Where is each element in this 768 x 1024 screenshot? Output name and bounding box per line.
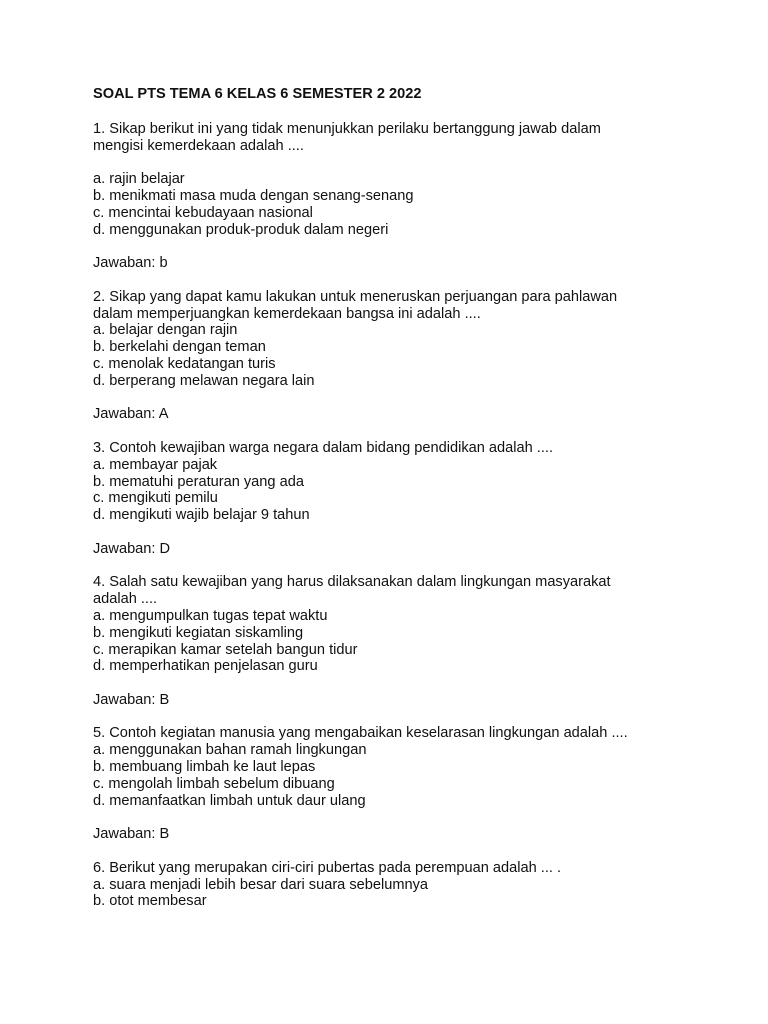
option-d: d. mengikuti wajib belajar 9 tahun [93,507,310,524]
question-5 [93,725,708,809]
option-c: c. merapikan kamar setelah bangun tidur [93,641,358,658]
option-a: a. menggunakan bahan ramah lingkungan [93,742,367,759]
answer-1 [93,255,708,272]
question-stem: adalah .... [93,591,158,608]
question-2 [93,289,708,390]
option-a: a. belajar dengan rajin [93,322,238,339]
option-d: d. berperang melawan negara lain [93,372,315,389]
question-stem: 6. Berikut yang merupakan ciri-ciri pubertas pada perempuan adalah ... . [93,859,562,876]
question-1 [93,121,708,239]
option-d: d. memanfaatkan limbah untuk daur ulang [93,792,366,809]
answer-text: Jawaban: B [93,691,170,708]
question-stem: 4. Salah satu kewajiban yang harus dilaksanakan dalam lingkungan masyarakat [93,574,611,591]
question-stem: mengisi kemerdekaan adalah .... [93,137,304,154]
option-b: b. membuang limbah ke laut lepas [93,759,316,776]
option-c: c. menolak kedatangan turis [93,355,276,372]
answer-text: Jawaban: A [93,406,169,423]
option-c: c. mengikuti pemilu [93,490,218,507]
option-d: d. menggunakan produk-produk dalam negeri [93,221,389,238]
question-stem: dalam memperjuangkan kemerdekaan bangsa ini adalah .... [93,305,481,322]
option-b: b. menikmati masa muda dengan senang-senang [93,187,414,204]
option-a: a. rajin belajar [93,171,185,188]
option-a: a. mengumpulkan tugas tepat waktu [93,607,328,624]
option-a: a. membayar pajak [93,456,218,473]
option-a: a. suara menjadi lebih besar dari suara sebelumnya [93,876,429,893]
question-6 [93,860,708,910]
option-b: b. mematuhi peraturan yang ada [93,473,304,490]
option-b: b. mengikuti kegiatan siskamling [93,624,304,641]
option-c: c. mengolah limbah sebelum dibuang [93,775,335,792]
answer-5 [93,826,708,843]
option-c: c. mencintai kebudayaan nasional [93,204,313,221]
answer-2 [93,406,708,423]
option-b: b. otot membesar [93,893,207,910]
answer-text: Jawaban: b [93,255,168,272]
answer-text: Jawaban: B [93,826,170,843]
question-3 [93,440,708,524]
answer-text: Jawaban: D [93,540,171,557]
question-4 [93,574,708,675]
option-d: d. memperhatikan penjelasan guru [93,658,318,675]
question-stem: 3. Contoh kewajiban warga negara dalam bidang pendidikan adalah .... [93,439,554,456]
question-stem: 2. Sikap yang dapat kamu lakukan untuk meneruskan perjuangan para pahlawan [93,288,618,305]
answer-3 [93,541,708,558]
option-b: b. berkelahi dengan teman [93,339,266,356]
document-title: SOAL PTS TEMA 6 KELAS 6 SEMESTER 2 2022 [93,86,422,102]
question-stem: 5. Contoh kegiatan manusia yang mengabaikan keselarasan lingkungan adalah .... [93,725,628,742]
question-stem: 1. Sikap berikut ini yang tidak menunjukkan perilaku bertanggung jawab dalam [93,120,601,137]
answer-4 [93,692,708,709]
